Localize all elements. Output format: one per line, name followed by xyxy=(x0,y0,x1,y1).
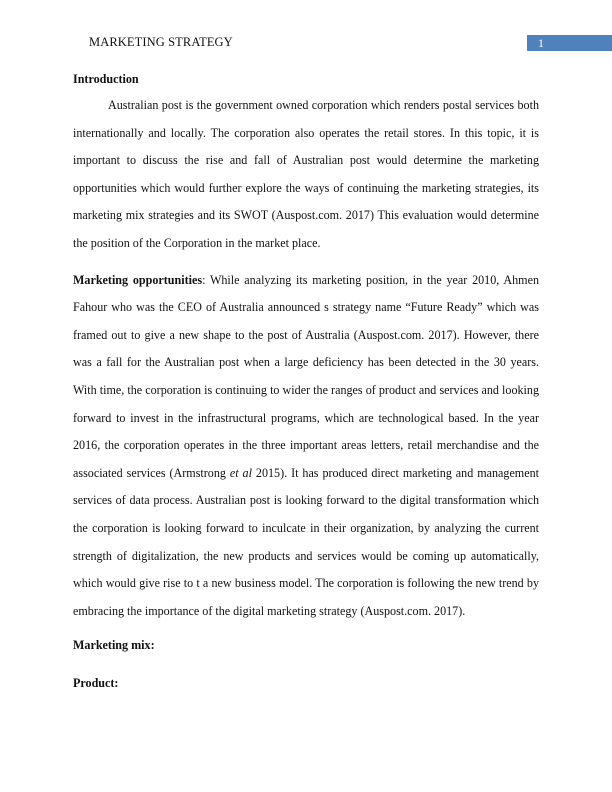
page-number: 1 xyxy=(527,35,612,51)
product-heading: Product: xyxy=(73,676,119,691)
introduction-paragraph: Australian post is the government owned corporation which renders postal services both internationally and locally. The corporation also operates the retail stores. In this topic, it is important to discuss the rise and fall of Australian post would determine the marketing opportunities which would further explore the ways of continuing the marketing strategies, its marketing mix strategies and its SWOT (Auspost.com. 2017) This evaluation would determine the position of the Corporation in the market place. xyxy=(73,98,539,250)
marketing-mix-heading: Marketing mix: xyxy=(73,638,155,653)
citation-et-al: et al xyxy=(229,465,252,480)
document-body xyxy=(73,69,539,693)
marketing-opportunities-label: Marketing opportunities xyxy=(73,272,203,287)
introduction-heading: Introduction xyxy=(73,72,139,86)
opportunities-text-part-b: 2015). It has produced direct marketing and management services of data process. Australian post is looking forward to the digital transformation which the corporation is looking forward to inculcate in their organization, by analyzing the current strength of digitalization, the new products and services would be coming up automatically, which would give rise to t a new business model. The corporation is following the new trend by embracing the importance of the digital marketing strategy (Auspost.com. 2017). xyxy=(73,465,539,618)
running-head: MARKETING STRATEGY xyxy=(89,35,233,49)
marketing-opportunities-paragraph xyxy=(73,267,539,626)
opportunities-text-part-a: : While analyzing its marketing position, in the year 2010, Ahmen Fahour who was the CEO of Australia announced s strategy name “Future Ready” which was framed out to give a new shape to the post of Australia (Auspost.com. 2017). However, there was a fall for the Australian post when a large deficiency has been detected in the 30 years. With time, the corporation is continuing to wider the ranges of product and services and looking forward to invest in the infrastructural programs, which are technological based. In the year 2016, the corporation operates in the three important areas letters, retail merchandise and the associated services (Armstrong xyxy=(73,272,539,480)
